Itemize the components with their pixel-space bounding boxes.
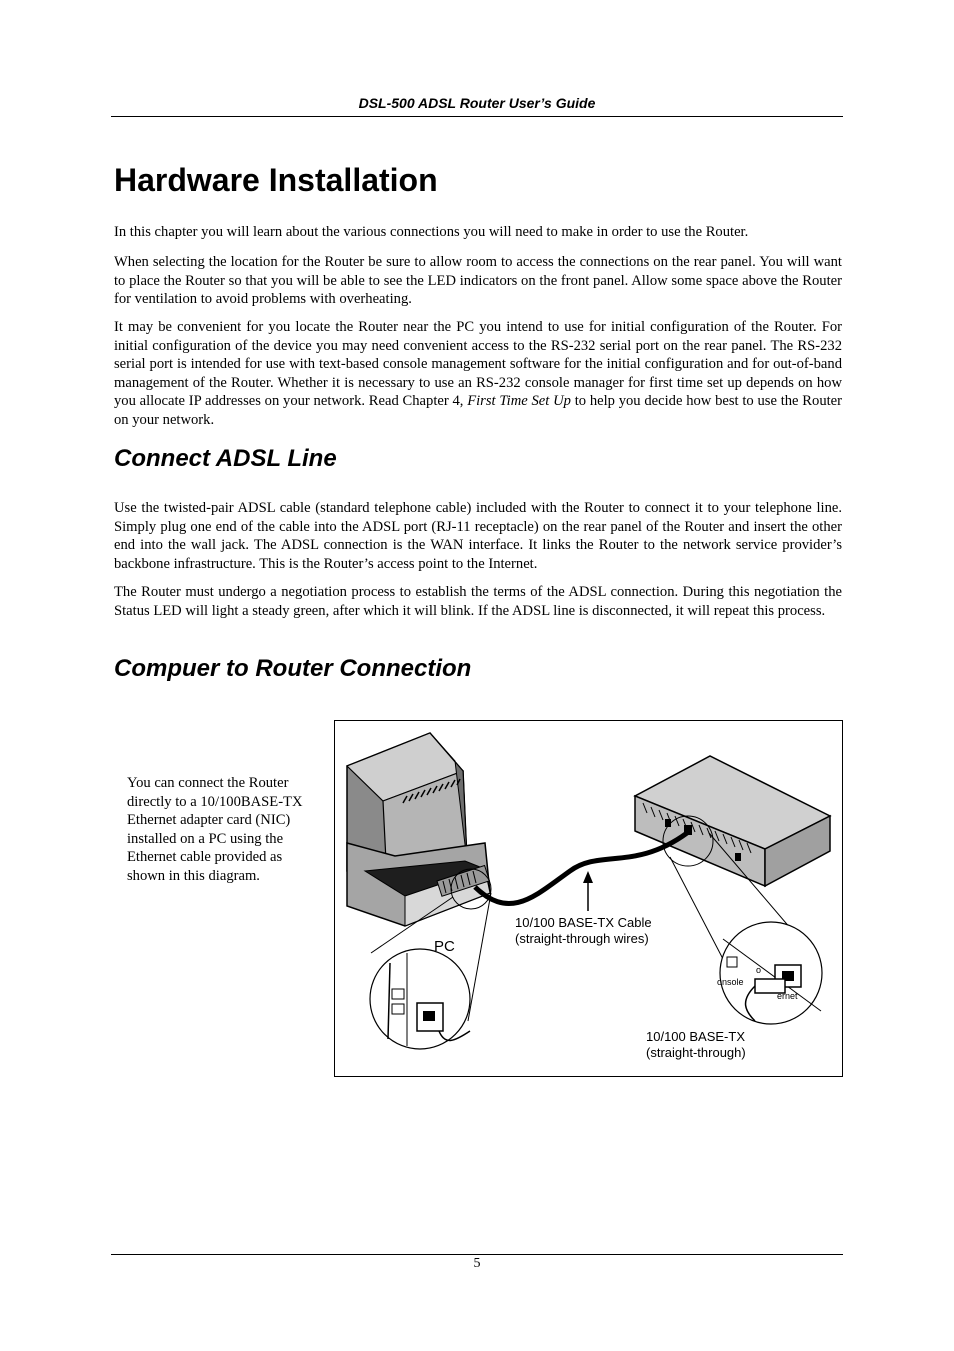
ethernet-port-label: ernet <box>777 991 798 1001</box>
chapter-title: Hardware Installation <box>114 162 438 198</box>
ethernet-cable <box>475 833 687 904</box>
rs232-text-end: to help you decide how best to use the Router on your network. <box>114 393 843 428</box>
section-title-adsl: Connect ADSL Line <box>114 445 337 472</box>
negotiation-paragraph: The Router must undergo a negotiation process to establish the terms of the ADSL connection. During this negotiation the Status LED will light a steady green, after which it will blink. If the ADSL line is disconnected, it will repeat this process. <box>114 584 842 619</box>
connection-diagram-drawing <box>335 721 842 1076</box>
rs232-paragraph <box>114 318 842 430</box>
connection-diagram <box>334 720 843 1077</box>
section-title-pc-router: Compuer to Router Connection <box>114 655 472 682</box>
footer-rule <box>111 1254 843 1255</box>
location-paragraph: When selecting the location for the Router be sure to allow room to access the connections on the rear panel. You will want to place the Router so that you will be able to see the LED indicators on the front panel. Allow some space above the Router for ventilation to avoid problems with overheating. <box>114 254 842 308</box>
figure-side-text: You can connect the Router directly to a 10/100BASE-TX Ethernet adapter card (NIC) installed on a PC using the Ethernet cable provided as shown in this diagram. <box>127 775 303 884</box>
chapter-reference: First Time Set Up <box>467 393 571 410</box>
cable-label: 10/100 BASE-TX Cable <box>515 915 652 930</box>
port-sublabel: (straight-through) <box>646 1045 746 1060</box>
running-header: DSL-500 ADSL Router User’s Guide <box>358 95 596 111</box>
pc-illustration <box>347 733 490 926</box>
page-number: 5 <box>473 1256 481 1271</box>
cable-arrow <box>583 871 593 911</box>
adsl-cable-paragraph: Use the twisted-pair ADSL cable (standard telephone cable) included with the Router to connect it to your telephone line. Simply plug one end of the cable into the ADSL port (RJ-11 receptacle) on the rear panel of the Router and insert the other end into the wall jack. The ADSL connection is the WAN interface. It links the Router to the network service provider’s backbone infrastructure. This is the Router’s access point to the Internet. <box>114 500 842 572</box>
svg-text:o: o <box>756 965 762 975</box>
pc-label: PC <box>434 938 455 955</box>
header-rule <box>111 116 843 117</box>
router-illustration <box>635 756 830 886</box>
port-label: 10/100 BASE-TX <box>646 1029 745 1044</box>
console-port-label: onsole <box>717 977 744 987</box>
intro-paragraph: In this chapter you will learn about the various connections you will need to make in order to use the Router. <box>114 224 749 240</box>
rs232-text-start: It may be convenient for you locate the Router near the PC you intend to use for initial configuration of the Router. For initial configuration of the device you may need convenient access to the RS-232 serial port on the rear panel. The RS-232 serial port is intended for use with text-based console management software for the initial configuration and for out-of-band management of the Router. Whether it is necessary to use an RS-232 console manager for first time set up depends on how you allocate IP addresses on your network. Read Chapter 4, <box>114 319 842 410</box>
cable-sublabel: (straight-through wires) <box>515 931 649 946</box>
